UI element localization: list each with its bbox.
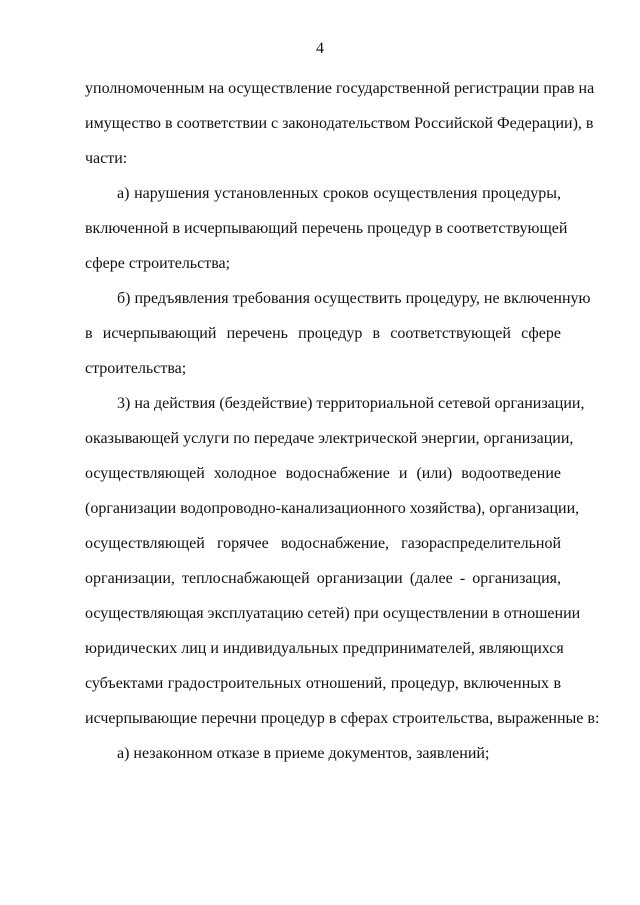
text-line: осуществляющая эксплуатацию сетей) при осуществлении в отношении [85, 605, 581, 622]
paragraph [85, 386, 600, 736]
text-line: оказывающей услуги по передаче электрической энергии, организации, [85, 430, 574, 447]
text-line: части: [85, 150, 128, 167]
paragraph [85, 176, 568, 281]
text-line: субъектами градостроительных отношений, процедур, включенных в [85, 675, 561, 692]
text-line: 3) на действия (бездействие) территориальной сетевой организации, [117, 395, 585, 412]
paragraph [85, 736, 561, 771]
text-line: в исчерпывающий перечень процедур в соответствующей сфере [85, 325, 561, 342]
text-line: строительства; [85, 360, 187, 377]
text-line: юридических лиц и индивидуальных предпринимателей, являющихся [85, 640, 564, 657]
text-line: б) предъявления требования осуществить процедуру, не включенную [117, 290, 591, 307]
text-line: осуществляющей горячее водоснабжение, газораспределительной [85, 535, 561, 552]
text-line: осуществляющей холодное водоснабжение и (или) водоотведение [85, 465, 561, 482]
text-line: включенной в исчерпывающий перечень процедур в соответствующей [85, 220, 568, 237]
text-line: сфере строительства; [85, 255, 231, 272]
text-line: организации, теплоснабжающей организации (далее - организация, [85, 570, 561, 587]
document-body [85, 71, 600, 771]
text-line: имущество в соответствии с законодательством Российской Федерации), в [85, 115, 594, 132]
paragraph [85, 281, 591, 386]
text-line: уполномоченным на осуществление государственной регистрации прав на [85, 80, 595, 97]
text-line: а) незаконном отказе в приеме документов, заявлений; [117, 745, 490, 762]
text-line: а) нарушения установленных сроков осуществления процедуры, [117, 185, 561, 202]
text-line: исчерпывающие перечни процедур в сферах строительства, выраженные в: [85, 710, 600, 727]
text-line: (организации водопроводно-канализационного хозяйства), организации, [85, 500, 580, 517]
page-number: 4 [316, 40, 324, 57]
paragraph [85, 71, 595, 176]
